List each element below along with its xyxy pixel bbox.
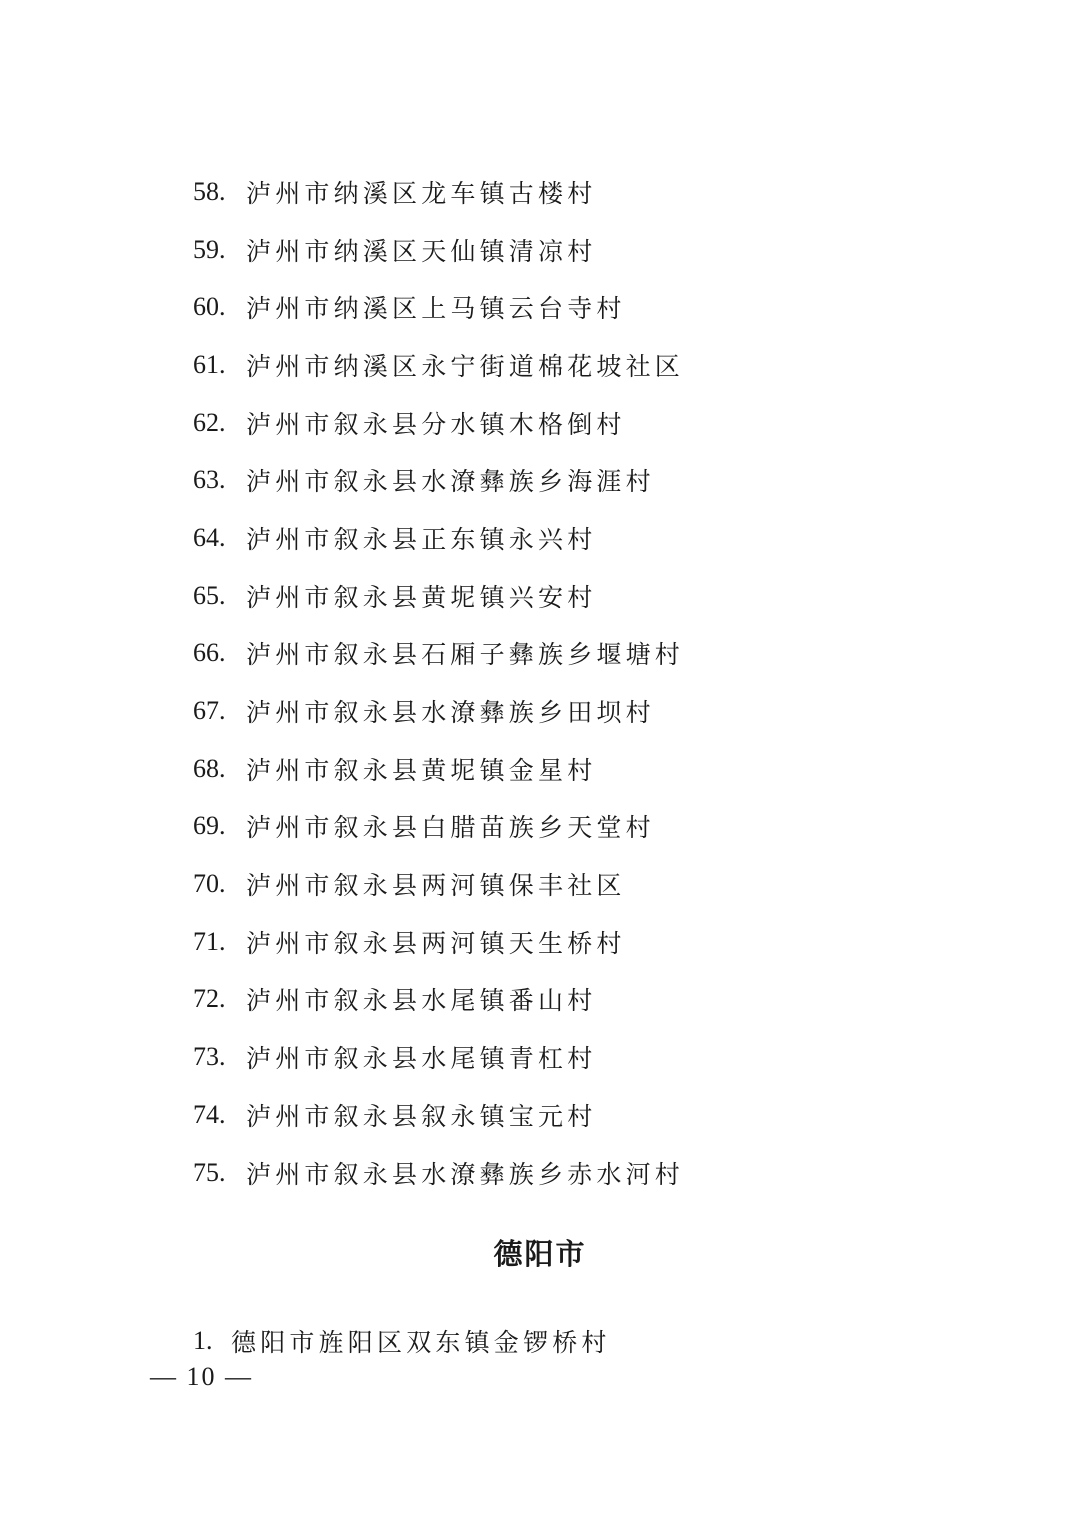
list-item [193, 509, 684, 567]
list-item [193, 221, 684, 279]
item-number: 71. [193, 926, 226, 956]
item-text: 德阳市旌阳区双东镇金锣桥村 [231, 1327, 611, 1357]
list-item [193, 740, 684, 798]
village-list-luzhou [193, 163, 684, 1201]
item-text: 泸州市叙永县水尾镇番山村 [246, 986, 597, 1016]
section-title [0, 1232, 1080, 1273]
item-number: 58. [193, 176, 226, 206]
list-item [193, 798, 684, 856]
item-text: 泸州市纳溪区上马镇云台寺村 [246, 294, 626, 324]
item-number: 64. [193, 522, 226, 552]
list-item [193, 855, 684, 913]
item-text: 泸州市叙永县正东镇永兴村 [246, 524, 597, 554]
list-item [193, 163, 684, 221]
section-title-text: 德阳市 [493, 1237, 587, 1271]
item-text: 泸州市叙永县两河镇天生桥村 [246, 928, 626, 958]
item-text: 泸州市纳溪区永宁街道棉花坡社区 [246, 351, 685, 381]
list-item [193, 336, 684, 394]
item-number: 73. [193, 1042, 226, 1072]
list-item [193, 1028, 684, 1086]
item-number: 1. [193, 1325, 213, 1355]
list-item [193, 1312, 611, 1370]
item-number: 68. [193, 753, 226, 783]
item-text: 泸州市叙永县分水镇木格倒村 [246, 409, 626, 439]
item-number: 61. [193, 349, 226, 379]
item-text: 泸州市叙永县水潦彝族乡田坝村 [246, 698, 655, 728]
list-item [193, 278, 684, 336]
page-number: — 10 — [150, 1362, 253, 1391]
item-text: 泸州市叙永县黄坭镇兴安村 [246, 582, 597, 612]
item-text: 泸州市叙永县白腊苗族乡天堂村 [246, 813, 655, 843]
list-item [193, 1144, 684, 1202]
item-number: 62. [193, 407, 226, 437]
list-item [193, 1086, 684, 1144]
item-text: 泸州市叙永县水潦彝族乡海涯村 [246, 467, 655, 497]
item-text: 泸州市纳溪区龙车镇古楼村 [246, 178, 597, 208]
item-text: 泸州市叙永县两河镇保丰社区 [246, 871, 626, 901]
item-number: 70. [193, 869, 226, 899]
list-item [193, 567, 684, 625]
item-number: 63. [193, 465, 226, 495]
list-item [193, 394, 684, 452]
item-text: 泸州市叙永县水潦彝族乡赤水河村 [246, 1159, 685, 1189]
item-text: 泸州市叙永县叙永镇宝元村 [246, 1101, 597, 1131]
item-text: 泸州市叙永县石厢子彝族乡堰塘村 [246, 640, 685, 670]
item-number: 69. [193, 811, 226, 841]
item-number: 65. [193, 580, 226, 610]
item-number: 60. [193, 292, 226, 322]
item-text: 泸州市叙永县黄坭镇金星村 [246, 755, 597, 785]
item-number: 67. [193, 696, 226, 726]
item-text: 泸州市纳溪区天仙镇清凉村 [246, 236, 597, 266]
item-number: 59. [193, 234, 226, 264]
item-text: 泸州市叙永县水尾镇青杠村 [246, 1044, 597, 1074]
list-item [193, 971, 684, 1029]
village-list-deyang [193, 1312, 611, 1370]
item-number: 72. [193, 984, 226, 1014]
item-number: 74. [193, 1099, 226, 1129]
list-item [193, 682, 684, 740]
list-item [193, 625, 684, 683]
item-number: 75. [193, 1157, 226, 1187]
list-item [193, 913, 684, 971]
item-number: 66. [193, 638, 226, 668]
list-item [193, 451, 684, 509]
